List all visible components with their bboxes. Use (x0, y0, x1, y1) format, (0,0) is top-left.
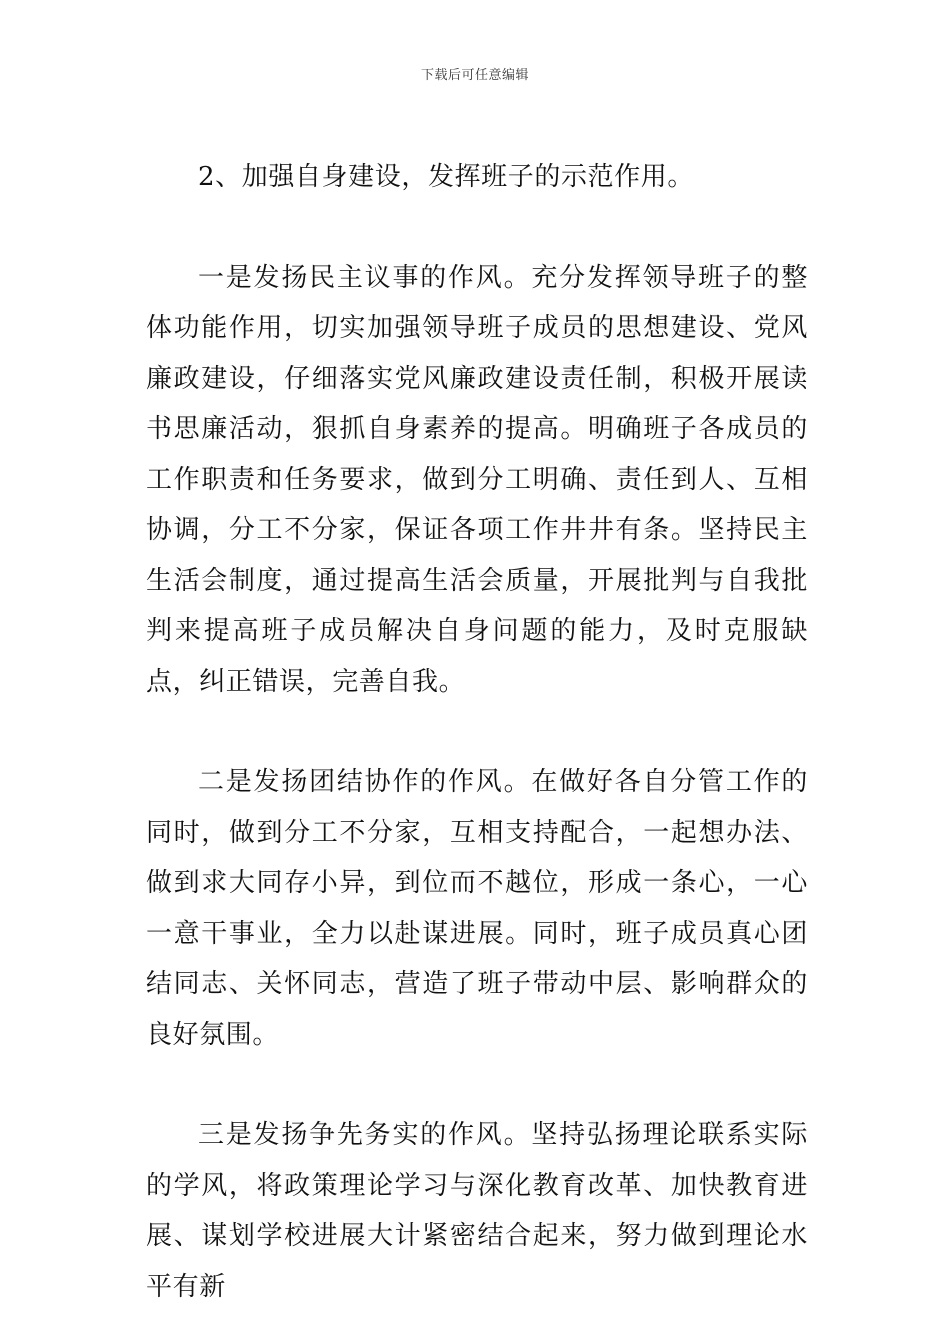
paragraph-1: 一是发扬民主议事的作风。充分发挥领导班子的整体功能作用，切实加强领导班子成员的思想建设、党风廉政建设，仔细落实党风廉政建设责任制，积极开展读书思廉活动，狠抓自身素养的提高。明确班子各成员的工作职责和任务要求，做到分工明确、责任到人、互相协调，分工不分家，保证各项工作井井有条。坚持民主生活会制度，通过提高生活会质量，开展批判与自我批判来提高班子成员解决自身问题的能力，及时克服缺点，纠正错误，完善自我。 (146, 262, 808, 697)
paragraph-3: 三是发扬争先务实的作风。坚持弘扬理论联系实际的学风，将政策理论学习与深化教育改革、加快教育进展、谋划学校进展大计紧密结合起来，努力做到理论水平有新 (146, 1120, 808, 1302)
paragraph-gap (146, 1060, 808, 1110)
paragraph-gap (146, 203, 808, 253)
paragraph-gap (146, 707, 808, 757)
paragraph-2: 二是发扬团结协作的作风。在做好各自分管工作的同时，做到分工不分家，互相支持配合，一起想办法、做到求大同存小异，到位而不越位，形成一条心，一心一意干事业，全力以赴谋进展。同时，班子成员真心团结同志、关怀同志，营造了班子带动中层、影响群众的良好氛围。 (146, 767, 808, 1050)
document-body (146, 152, 808, 1312)
header-note: 下载后可任意编辑 (420, 68, 529, 83)
section-heading: 2、加强自身建设，发挥班子的示范作用。 (198, 162, 694, 192)
